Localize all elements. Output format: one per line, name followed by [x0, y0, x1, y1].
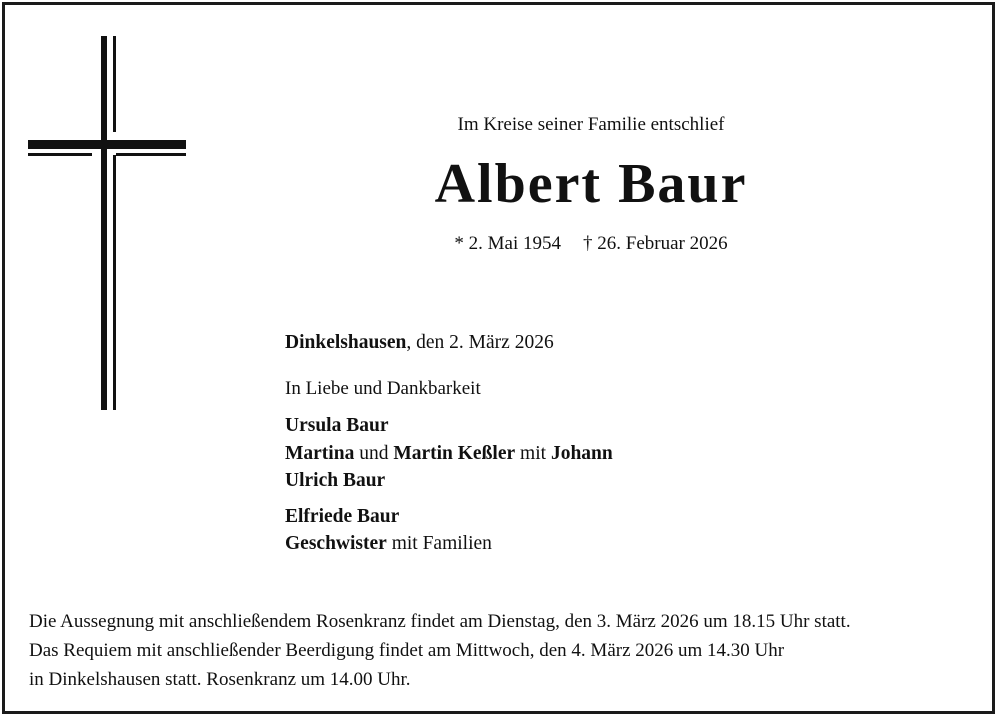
- notice-line: in Dinkelshausen statt. Rosenkranz um 14.00 Uhr.: [29, 669, 411, 690]
- cross-icon: [28, 36, 186, 410]
- intro-text: Im Kreise seiner Familie entschlief: [457, 114, 725, 135]
- place-date: [285, 332, 554, 354]
- mourner-line: Ulrich Baur: [285, 470, 386, 491]
- notice-line: Die Aussegnung mit anschließendem Rosenkranz findet am Dienstag, den 3. März 2026 um 18.15 Uhr statt.: [29, 611, 851, 632]
- place-date-text: , den 2. März 2026: [406, 332, 554, 353]
- mourner-line: Ursula Baur: [285, 415, 389, 436]
- notice-line: Das Requiem mit anschließender Beerdigung findet am Mittwoch, den 4. März 2026 um 14.30 Uhr: [29, 640, 785, 661]
- mourner-line: Elfriede Baur: [285, 505, 400, 527]
- birth-date: * 2. Mai 1954: [454, 233, 561, 254]
- mourners-list: [285, 412, 613, 558]
- life-dates: [0, 233, 1000, 255]
- death-date: † 26. Februar 2026: [583, 233, 728, 254]
- place-town: Dinkelshausen: [285, 332, 407, 353]
- funeral-notice: [29, 607, 851, 694]
- deceased-name: Albert Baur: [434, 153, 748, 215]
- mourner-line: Geschwister mit Familien: [285, 533, 492, 554]
- mourner-line: Martina und Martin Keßler mit Johann: [285, 442, 613, 464]
- lead-text: In Liebe und Dankbarkeit: [285, 378, 481, 399]
